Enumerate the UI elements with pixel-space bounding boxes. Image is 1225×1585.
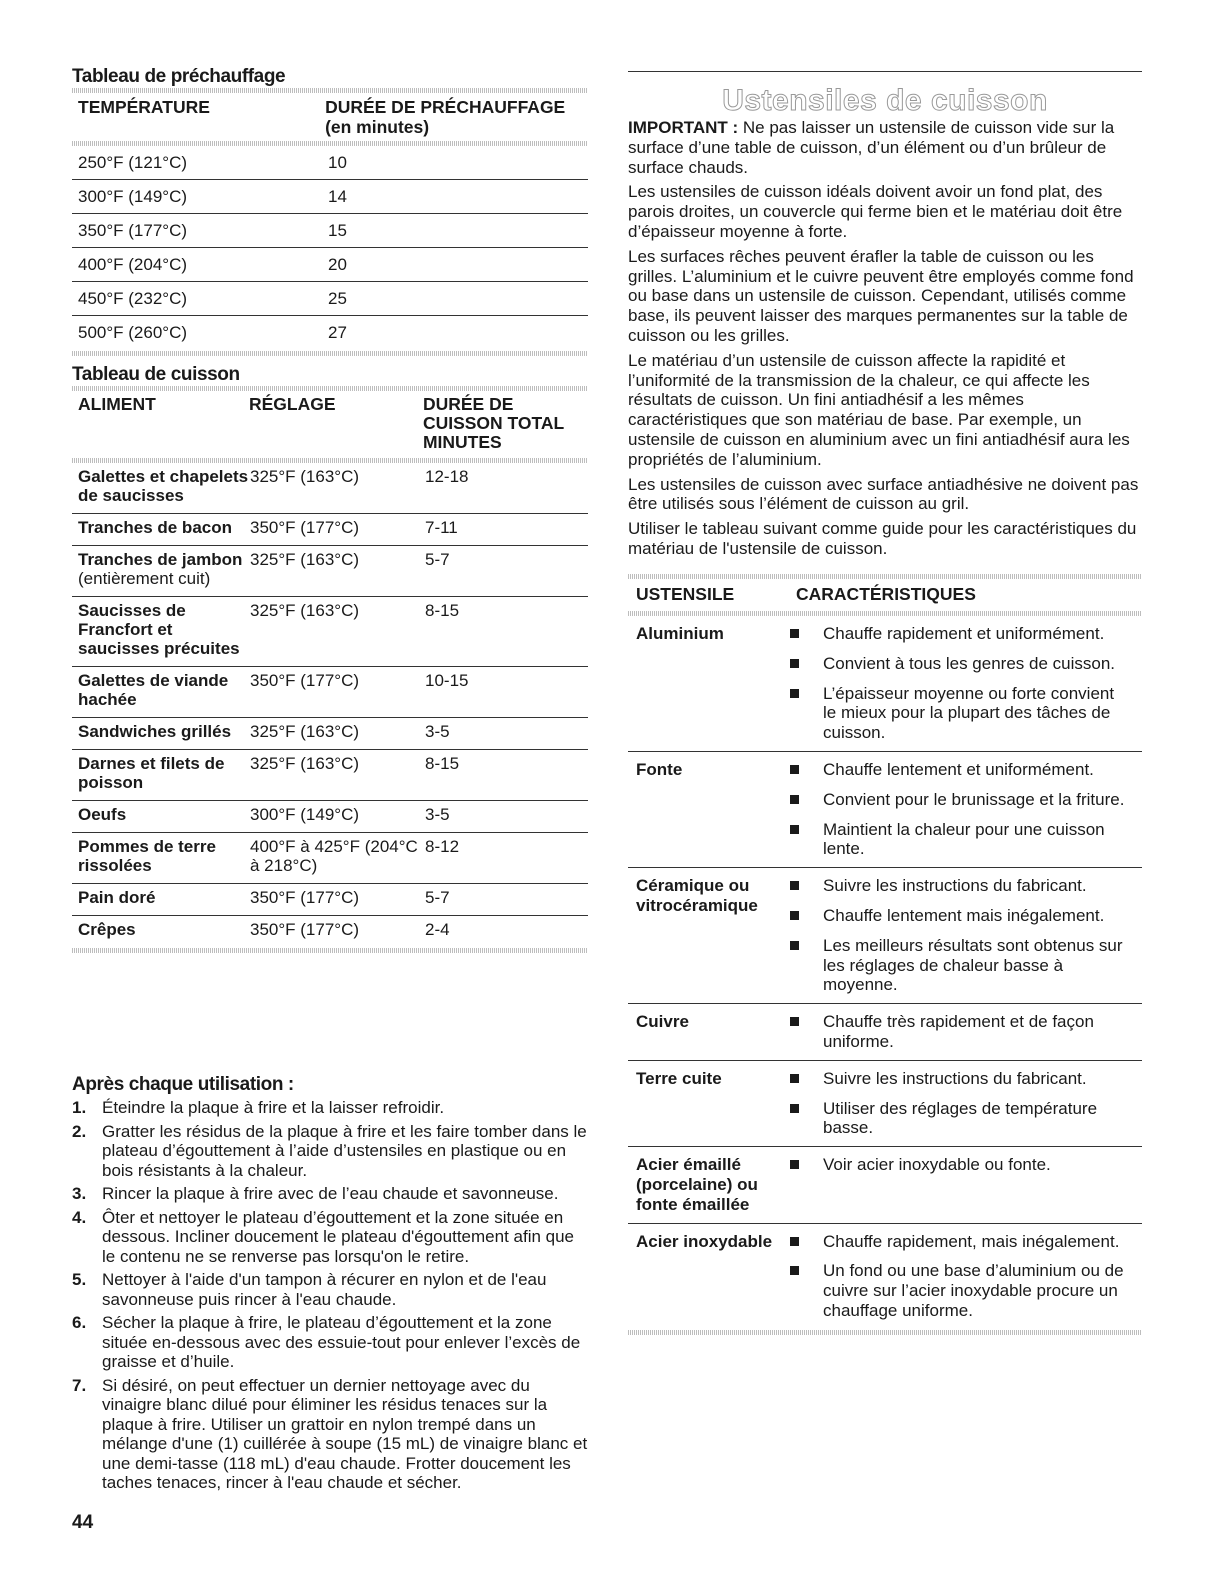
body-paragraph: Les ustensiles de cuisson idéals doivent avoir un fond plat, des parois droites, un couvercle qui ferme bien et le matériau doit être d’épaisseur moyenne à forte.: [628, 182, 1123, 241]
material-name: Céramique ou vitrocéramique: [636, 876, 758, 915]
setting-cell: 300°F (149°C): [250, 805, 360, 824]
table-row: [72, 546, 588, 597]
setting-cell: 325°F (163°C): [250, 722, 360, 741]
food-cell: [78, 518, 250, 537]
temperature-cell: 450°F (232°C): [78, 288, 188, 308]
materials-table: [628, 574, 1142, 1335]
step-number: 7.: [72, 1375, 87, 1395]
list-item: [72, 1313, 588, 1372]
time-cell: 10-15: [425, 671, 469, 690]
time-cell: 3-5: [425, 722, 450, 741]
time-cell: 8-15: [425, 754, 460, 773]
time-cell: 8-15: [425, 601, 460, 620]
characteristic-text: Chauffe très rapidement et de façon uniforme.: [823, 1012, 1094, 1051]
cooking-section: [72, 364, 588, 953]
list-item: [72, 1208, 588, 1267]
food-cell: [78, 671, 250, 709]
preheat-title: Tableau de préchauffage: [72, 66, 286, 87]
material-name: Acier inoxydable: [636, 1231, 773, 1251]
square-bullet-icon: [790, 881, 799, 890]
square-bullet-icon: [790, 1104, 799, 1113]
body-paragraph: Les ustensiles de cuisson avec surface antiadhésive ne doivent pas être utilisés sous l’élément de cuisson au gril.: [628, 474, 1139, 514]
header-characteristics: CARACTÉRISTIQUES: [796, 584, 976, 604]
after-use-steps: [72, 1098, 588, 1493]
time-cell: 8-12: [425, 837, 460, 856]
setting-cell: 350°F (177°C): [250, 671, 360, 690]
table-row: [72, 248, 588, 282]
characteristics-list: [776, 1012, 1126, 1052]
table-row: [72, 214, 588, 248]
list-item: [776, 1261, 1126, 1320]
temperature-cell: 250°F (121°C): [78, 152, 188, 172]
characteristic-text: Les meilleurs résultats sont obtenus sur les réglages de chaleur basse à moyenne.: [823, 935, 1123, 995]
food-cell: [78, 754, 250, 792]
important-text: Ne pas laisser un ustensile de cuisson vide sur la surface d’une table de cuisson, d’un élément ou d’un brûleur de surface chauds.: [628, 118, 1115, 177]
list-item: [776, 684, 1126, 743]
list-item: [776, 820, 1126, 860]
list-item: [72, 1184, 588, 1204]
list-item: [72, 1122, 588, 1181]
square-bullet-icon: [790, 689, 799, 698]
duration-cell: 25: [328, 288, 347, 308]
list-item: [776, 1155, 1126, 1175]
page-number: 44: [72, 1512, 94, 1533]
step-number: 1.: [72, 1098, 87, 1117]
after-use-title: Après chaque utilisation :: [72, 1074, 294, 1095]
food-name: Galettes et chapelets de saucisses: [78, 467, 249, 505]
characteristic-text: Convient à tous les genres de cuisson.: [823, 653, 1116, 673]
header-time: DURÉE DE CUISSON TOTAL MINUTES: [422, 394, 564, 452]
table-row: [72, 146, 588, 180]
list-item: [72, 1098, 588, 1118]
food-name: Tranches de jambon: [78, 550, 243, 569]
step-text: Si désiré, on peut effectuer un dernier nettoyage avec du vinaigre blanc dilué pour éliminer les résidus tenaces sur la plaque à frire. Utiliser un grattoir en nylon trempé dans un mélange d'une (1) cuillérée à soupe (15 mL) de vinaigre blanc et une demi-tasse (118 mL) d'eau chaude. Frotter doucement les taches tenaces, rincer à l'eau chaude et sécher.: [102, 1375, 588, 1492]
temperature-cell: 500°F (260°C): [78, 322, 188, 342]
square-bullet-icon: [790, 765, 799, 774]
step-text: Nettoyer à l'aide d'un tampon à récurer en nylon et de l'eau savonneuse puis rincer à l'eau chaude.: [102, 1270, 547, 1309]
header-setting: RÉGLAGE: [248, 394, 336, 414]
header-temperature: TEMPÉRATURE: [78, 97, 210, 117]
step-text: Ôter et nettoyer le plateau d’égouttement et la zone située en dessous. Incliner doucement le plateau d'égouttement afin que le contenu ne se renverse pas lorsqu'on le retire.: [102, 1207, 575, 1266]
table-row: [628, 616, 1142, 752]
list-item: [776, 790, 1126, 810]
cooking-title: Tableau de cuisson: [72, 364, 240, 385]
header-duration-unit: (en minutes): [325, 117, 430, 137]
food-name: Crêpes: [78, 920, 136, 939]
food-name: Oeufs: [78, 805, 127, 824]
table-row: [72, 463, 588, 514]
step-number: 5.: [72, 1270, 87, 1289]
table-row: [72, 316, 588, 349]
food-name: Pain doré: [78, 888, 156, 907]
setting-cell: 325°F (163°C): [250, 550, 360, 569]
cookware-section: [628, 71, 1142, 564]
characteristic-text: Chauffe lentement et uniformément.: [823, 759, 1094, 779]
food-name: Sandwiches grillés: [78, 722, 232, 741]
time-cell: 7-11: [425, 518, 458, 537]
table-row: [628, 1004, 1142, 1061]
characteristic-text: Maintient la chaleur pour une cuisson lente.: [823, 819, 1105, 859]
food-cell: [78, 550, 250, 588]
characteristic-text: Convient pour le brunissage et la friture.: [823, 789, 1125, 809]
temperature-cell: 300°F (149°C): [78, 186, 188, 206]
step-text: Rincer la plaque à frire avec de l’eau chaude et savonneuse.: [102, 1184, 559, 1203]
table-row: [72, 718, 588, 750]
square-bullet-icon: [790, 659, 799, 668]
duration-cell: 27: [328, 322, 347, 342]
time-cell: 2-4: [425, 920, 450, 939]
square-bullet-icon: [790, 941, 799, 950]
step-number: 6.: [72, 1313, 87, 1332]
step-number: 2.: [72, 1121, 87, 1141]
setting-cell: 325°F (163°C): [250, 467, 360, 486]
divider: [72, 351, 588, 356]
step-number: 4.: [72, 1207, 87, 1227]
list-item: [776, 624, 1126, 644]
after-use-section: [72, 1074, 588, 1497]
time-cell: 12-18: [425, 467, 469, 486]
food-cell: [78, 837, 250, 875]
square-bullet-icon: [790, 825, 799, 834]
characteristic-text: Suivre les instructions du fabricant.: [823, 1068, 1087, 1088]
characteristics-list: [776, 1232, 1126, 1321]
table-row: [72, 833, 588, 884]
square-bullet-icon: [790, 1017, 799, 1026]
characteristics-list: [776, 1069, 1126, 1138]
header-utensil: USTENSILE: [636, 584, 735, 604]
body-paragraph: Utiliser le tableau suivant comme guide pour les caractéristiques du matériau de l'ustensile de cuisson.: [628, 519, 1137, 558]
table-row: [72, 597, 588, 667]
square-bullet-icon: [790, 795, 799, 804]
characteristics-list: [776, 624, 1126, 743]
table-row: [72, 801, 588, 833]
characteristic-text: Chauffe rapidement, mais inégalement.: [823, 1231, 1120, 1251]
table-row: [72, 514, 588, 546]
food-cell: [78, 805, 250, 824]
table-row: [72, 750, 588, 801]
temperature-cell: 400°F (204°C): [78, 254, 188, 274]
characteristics-list: [776, 876, 1126, 995]
time-cell: 5-7: [425, 888, 450, 907]
step-number: 3.: [72, 1184, 87, 1203]
square-bullet-icon: [790, 1074, 799, 1083]
setting-cell: 350°F (177°C): [250, 518, 360, 537]
setting-cell: 325°F (163°C): [250, 754, 360, 773]
materials-table-body: [628, 616, 1142, 1329]
table-row: [72, 180, 588, 214]
table-row: [72, 667, 588, 718]
food-cell: [78, 467, 250, 505]
divider: [72, 948, 588, 953]
characteristic-text: Voir acier inoxydable ou fonte.: [823, 1155, 1051, 1175]
important-label: IMPORTANT :: [628, 118, 739, 137]
characteristic-text: Suivre les instructions du fabricant.: [823, 876, 1087, 896]
food-cell: [78, 920, 250, 939]
preheat-section: [72, 66, 588, 356]
cookware-title: Ustensiles de cuisson: [722, 84, 1048, 117]
list-item: [776, 906, 1126, 926]
material-name: Acier émaillé (porcelaine) ou fonte émaillée: [636, 1155, 758, 1214]
duration-cell: 10: [328, 152, 347, 172]
food-cell: [78, 888, 250, 907]
material-name: Terre cuite: [636, 1068, 722, 1088]
square-bullet-icon: [790, 629, 799, 638]
header-duration: [325, 97, 582, 137]
table-row: [72, 884, 588, 916]
list-item: [72, 1270, 588, 1309]
list-item: [776, 876, 1126, 896]
table-row: [72, 916, 588, 947]
characteristics-list: [776, 1155, 1126, 1214]
table-row: [628, 1147, 1142, 1223]
list-item: [776, 654, 1126, 674]
food-note: (entièrement cuit): [78, 569, 211, 588]
setting-cell: 400°F à 425°F (204°C à 218°C): [250, 837, 418, 875]
characteristic-text: Un fond ou une base d’aluminium ou de cuivre sur l’acier inoxydable procure un chauffage uniforme.: [823, 1261, 1124, 1320]
materials-table-header: [628, 579, 1142, 611]
food-name: Galettes de viande hachée: [78, 671, 229, 709]
food-name: Tranches de bacon: [78, 518, 232, 537]
duration-cell: 20: [328, 254, 347, 274]
setting-cell: 350°F (177°C): [250, 920, 360, 939]
header-food: ALIMENT: [78, 394, 156, 414]
body-paragraph: Le matériau d’un ustensile de cuisson affecte la rapidité et l’uniformité de la transmission de la chaleur, ce qui affecte les résultats de cuisson. Un fini antiadhésif a les mêmes caractéristiques que son matériau de base. Par exemple, un ustensile de cuisson en aluminium avec un fini antiadhésif aura les propriétés de l’aluminium.: [628, 350, 1130, 469]
list-item: [776, 1069, 1126, 1089]
characteristic-text: Chauffe rapidement et uniformément.: [823, 624, 1105, 643]
divider: [628, 1330, 1142, 1335]
cooking-table-header: [72, 391, 588, 458]
characteristic-text: L’épaisseur moyenne ou forte convient le mieux pour la plupart des tâches de cuisson.: [823, 683, 1115, 743]
step-text: Éteindre la plaque à frire et la laisser refroidir.: [102, 1098, 445, 1117]
list-item: [776, 936, 1126, 995]
food-name: Pommes de terre rissolées: [78, 837, 216, 875]
list-item: [776, 760, 1126, 780]
duration-cell: 14: [328, 186, 347, 206]
material-name: Cuivre: [636, 1012, 689, 1032]
table-row: [628, 868, 1142, 1004]
table-row: [628, 1061, 1142, 1147]
duration-cell: 15: [328, 220, 347, 240]
preheat-table-header: [72, 93, 588, 141]
cooking-table-body: [72, 463, 588, 947]
material-name: Aluminium: [636, 624, 724, 643]
material-name: Fonte: [636, 759, 683, 779]
step-text: Gratter les résidus de la plaque à frire et les faire tomber dans le plateau d’égouttement à l’aide d’ustensiles en plastique ou en bois résistants à la chaleur.: [102, 1121, 587, 1180]
food-cell: [78, 601, 250, 658]
characteristics-list: [776, 760, 1126, 859]
list-item: [776, 1232, 1126, 1252]
table-row: [628, 1224, 1142, 1329]
time-cell: 5-7: [425, 550, 450, 569]
body-paragraph: Les surfaces rêches peuvent érafler la table de cuisson ou les grilles. L’aluminium et le cuivre peuvent être employés comme fond ou base dans un ustensile de cuisson. Cependant, utilisés comme base, ils peuvent laisser des marques permanentes sur la table de cuisson ou les grilles.: [628, 246, 1134, 345]
table-row: [628, 752, 1142, 868]
step-text: Sécher la plaque à frire, le plateau d’égouttement et la zone située en-dessous avec des essuie-tout pour enlever l’excès de graisse et d’huile.: [102, 1313, 581, 1371]
important-paragraph: [628, 118, 1142, 177]
time-cell: 3-5: [425, 805, 450, 824]
setting-cell: 325°F (163°C): [250, 601, 360, 620]
list-item: [776, 1099, 1126, 1139]
square-bullet-icon: [790, 911, 799, 920]
characteristic-text: Utiliser des réglages de température basse.: [823, 1098, 1098, 1138]
header-duration-label: DURÉE DE PRÉCHAUFFAGE: [325, 97, 566, 117]
food-name: Darnes et filets de poisson: [78, 754, 225, 792]
setting-cell: 350°F (177°C): [250, 888, 360, 907]
table-row: [72, 282, 588, 316]
characteristic-text: Chauffe lentement mais inégalement.: [823, 905, 1105, 925]
square-bullet-icon: [790, 1266, 799, 1275]
preheat-table-body: [72, 146, 588, 349]
cookware-paragraphs: [628, 118, 1142, 559]
square-bullet-icon: [790, 1237, 799, 1246]
food-cell: [78, 722, 250, 741]
food-name: Saucisses de Francfort et saucisses précuites: [78, 601, 240, 658]
list-item: [72, 1376, 588, 1493]
list-item: [776, 1012, 1126, 1052]
temperature-cell: 350°F (177°C): [78, 220, 188, 240]
square-bullet-icon: [790, 1160, 799, 1169]
